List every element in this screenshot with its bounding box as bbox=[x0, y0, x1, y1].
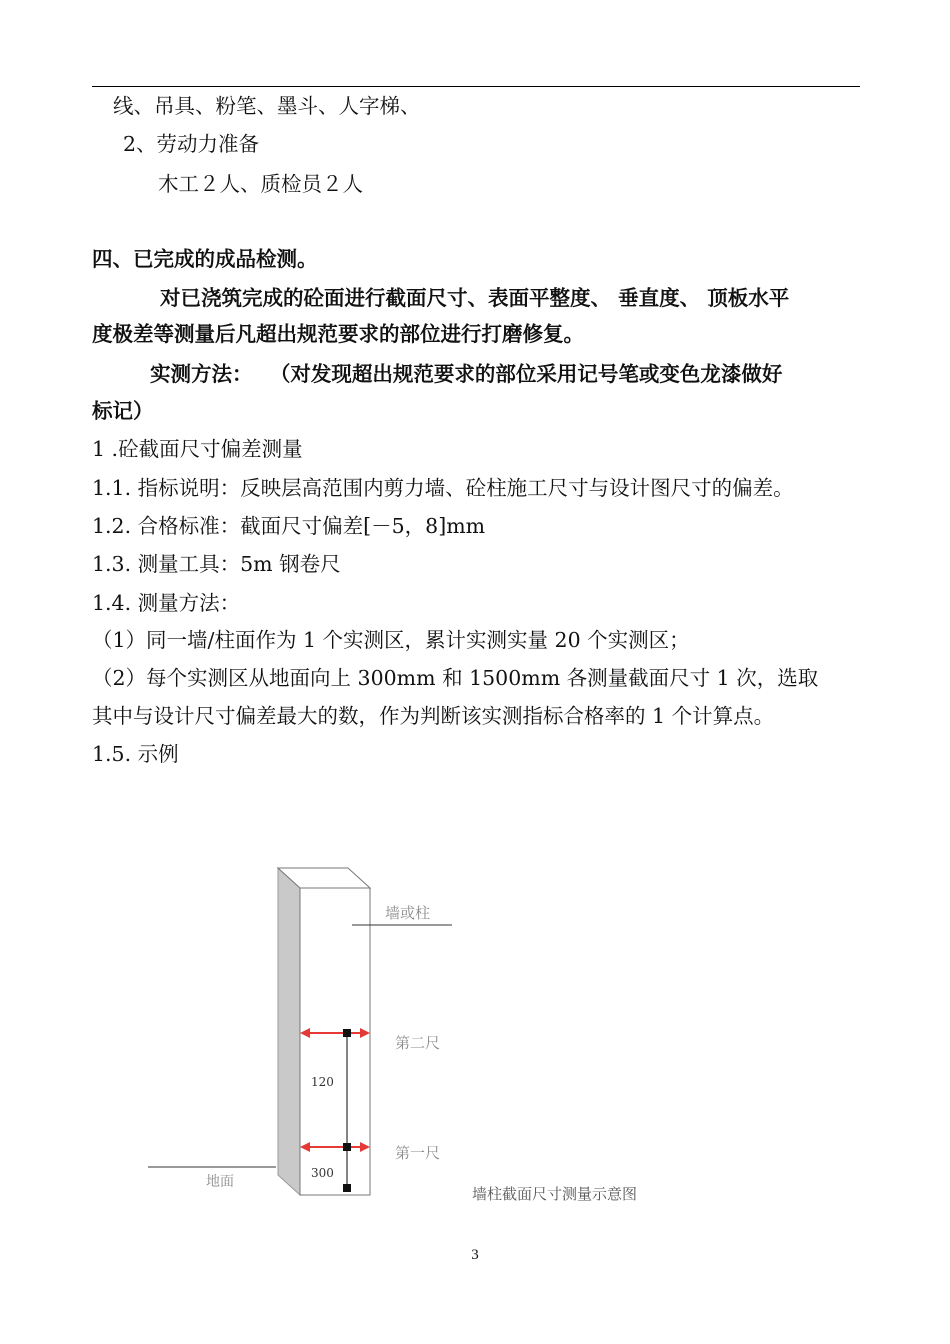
paragraph-method-1: 实测方法： （对发现超出规范要求的部位采用记号笔或变色龙漆做好 bbox=[150, 362, 783, 386]
second-measure-point bbox=[343, 1029, 351, 1037]
lower-dimension: 300 bbox=[311, 1166, 334, 1180]
paragraph-inspection-1: 对已浇筑完成的砼面进行截面尺寸、表面平整度、 垂直度、 顶板水平 bbox=[160, 286, 790, 310]
upper-dimension: 120 bbox=[311, 1075, 334, 1089]
item-1-5: 1.5. 示例 bbox=[92, 742, 179, 766]
ground-label: 地面 bbox=[206, 1174, 234, 1190]
item-1-1: 1.1. 指标说明：反映层高范围内剪力墙、砼柱施工尺寸与设计图尺寸的偏差。 bbox=[92, 476, 794, 500]
item-1-4-2: （2）每个实测区从地面向上 300mm 和 1500mm 各测量截面尺寸 1 次，选取 bbox=[92, 666, 819, 690]
paragraph-method-2: 标记） bbox=[92, 399, 154, 423]
measurement-diagram bbox=[140, 850, 700, 1220]
second-measure-label: 第二尺 bbox=[395, 1034, 441, 1052]
item-1-4: 1.4. 测量方法： bbox=[92, 591, 241, 615]
header-rule bbox=[92, 86, 860, 87]
paragraph-tools: 线、吊具、粉笔、墨斗、人字梯、 bbox=[113, 94, 421, 118]
subheading-section-size: 1 .砼截面尺寸偏差测量 bbox=[92, 437, 303, 461]
figure-caption: 墙柱截面尺寸测量示意图 bbox=[472, 1185, 638, 1203]
item-1-2: 1.2. 合格标准：截面尺寸偏差[－5，8]mm bbox=[92, 514, 486, 538]
first-measure-label: 第一尺 bbox=[395, 1144, 441, 1162]
paragraph-labor: 木工２人、质检员２人 bbox=[158, 172, 363, 196]
ground-measure-point bbox=[343, 1184, 351, 1192]
paragraph-inspection-2: 度极差等测量后凡超出规范要求的部位进行打磨修复。 bbox=[92, 322, 584, 346]
item-1-4-2-cont: 其中与设计尺寸偏差最大的数，作为判断该实测指标合格率的 1 个计算点。 bbox=[92, 704, 775, 728]
first-measure-point bbox=[343, 1143, 351, 1151]
wall-label: 墙或柱 bbox=[385, 904, 431, 922]
heading-labor: 2、劳动力准备 bbox=[123, 132, 260, 156]
column-side-face bbox=[278, 868, 300, 1195]
section-heading: 四、已完成的成品检测。 bbox=[92, 247, 318, 271]
item-1-3: 1.3. 测量工具：5m 钢卷尺 bbox=[92, 552, 341, 576]
item-1-4-1: （1）同一墙/柱面作为 1 个实测区，累计实测实量 20 个实测区； bbox=[92, 628, 690, 652]
page-number: 3 bbox=[471, 1247, 479, 1263]
column-front-face bbox=[300, 888, 370, 1195]
